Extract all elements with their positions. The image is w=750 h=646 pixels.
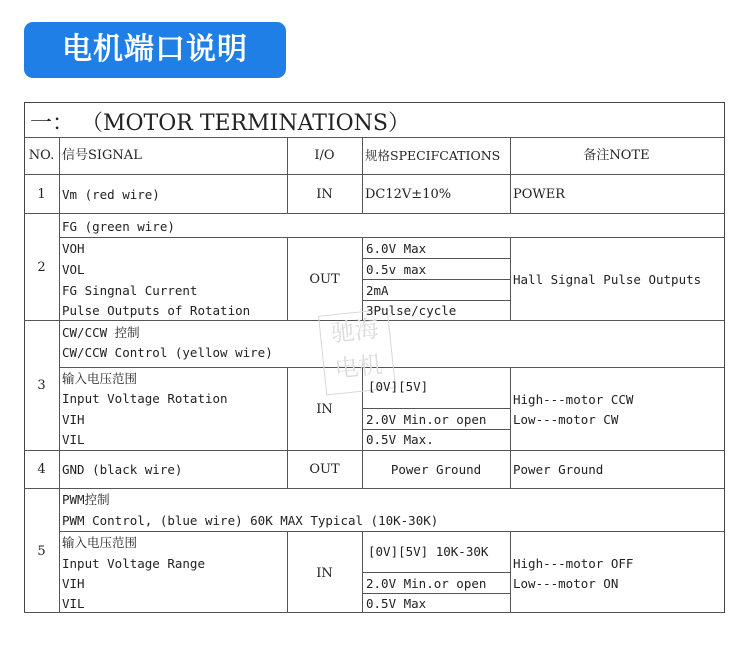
row5-spec: 0.5V Max — [366, 596, 427, 611]
row5-group: PWM Control, (blue wire) 60K MAX Typical (10K-30K) — [62, 513, 439, 528]
row3-signal: Input Voltage Rotation — [62, 391, 228, 406]
row1-io: IN — [316, 187, 333, 202]
row4-signal: GND (black wire) — [62, 462, 183, 477]
rule — [24, 174, 724, 175]
rule — [362, 258, 510, 259]
header-signal: 信号SIGNAL — [62, 148, 142, 163]
row3-no: 3 — [37, 378, 46, 393]
row1-no: 1 — [37, 187, 46, 202]
row2-io: OUT — [309, 272, 340, 287]
row3-spec: 2.0V Min.or open — [366, 412, 487, 427]
row5-signal: VIL — [62, 596, 85, 611]
row3-spec: 0.5V Max. — [366, 432, 434, 447]
row4-note: Power Ground — [513, 462, 604, 477]
rule — [24, 612, 724, 613]
row4-io: OUT — [309, 462, 340, 477]
rule — [362, 429, 510, 430]
rule — [59, 237, 724, 238]
rule — [362, 237, 363, 320]
rule — [362, 408, 510, 409]
rule — [362, 279, 510, 280]
row2-signal: VOL — [62, 262, 85, 277]
row1-spec: DC12V±10% — [365, 187, 452, 202]
row5-no: 5 — [37, 544, 46, 559]
row3-signal: VIH — [62, 412, 85, 427]
rule — [510, 531, 511, 612]
row3-note: Low---motor CW — [513, 412, 619, 427]
row2-signal: Pulse Outputs of Rotation — [62, 303, 251, 318]
page-heading: 电机端口说明 — [24, 22, 286, 78]
header-note: 备注NOTE — [583, 148, 650, 163]
row3-group: CW/CCW Control (yellow wire) — [62, 345, 273, 360]
row5-spec: 2.0V Min.or open — [366, 576, 487, 591]
row5-signal: 输入电压范围 — [62, 535, 138, 550]
row5-signal: VIH — [62, 576, 85, 591]
row2-note: Hall Signal Pulse Outputs — [513, 272, 702, 287]
row1-note: POWER — [513, 187, 566, 202]
rule — [362, 300, 510, 301]
row3-signal: VIL — [62, 432, 85, 447]
rule — [24, 137, 724, 138]
rule — [362, 137, 363, 214]
row2-spec: 0.5v max — [366, 262, 427, 277]
row5-signal: Input Voltage Range — [62, 556, 205, 571]
rule — [362, 572, 510, 573]
watermark-seal: 驰海电机 — [318, 309, 396, 396]
row2-signal: FG Singnal Current — [62, 283, 198, 298]
row5-note: Low---motor ON — [513, 576, 619, 591]
rule — [362, 593, 510, 594]
rule — [510, 367, 511, 450]
header-no: NO. — [28, 148, 55, 163]
row5-io: IN — [316, 566, 333, 581]
header-io: I/O — [314, 148, 335, 163]
row5-note: High---motor OFF — [513, 556, 634, 571]
row3-signal: 输入电压范围 — [62, 371, 138, 386]
rule — [362, 531, 363, 612]
row4-no: 4 — [37, 462, 46, 477]
rule — [510, 450, 511, 488]
rule — [59, 531, 724, 532]
row2-no: 2 — [37, 260, 46, 275]
row4-spec: Power Ground — [390, 462, 482, 477]
rule — [59, 137, 60, 612]
rule — [24, 213, 724, 214]
row3-io: IN — [316, 402, 333, 417]
section-title: 一： （MOTOR TERMINATIONS） — [30, 111, 410, 136]
row2-spec: 3Pulse/cycle — [366, 303, 457, 318]
rule — [24, 450, 724, 451]
rule — [24, 488, 724, 489]
row5-group: PWM控制 — [62, 492, 110, 507]
row2-group: FG (green wire) — [62, 219, 175, 234]
row2-signal: VOH — [62, 241, 85, 256]
row3-spec: [0V][5V] — [368, 379, 429, 394]
row2-spec: 2mA — [366, 283, 389, 298]
row1-signal: Vm (red wire) — [62, 187, 160, 202]
row3-group: CW/CCW 控制 — [62, 325, 140, 340]
row3-note: High---motor CCW — [513, 392, 634, 407]
header-spec: 规格SPECIFCATIONS — [365, 148, 501, 163]
rule — [510, 237, 511, 320]
row5-spec: [0V][5V] 10K-30K — [368, 544, 489, 559]
row2-spec: 6.0V Max — [366, 241, 427, 256]
